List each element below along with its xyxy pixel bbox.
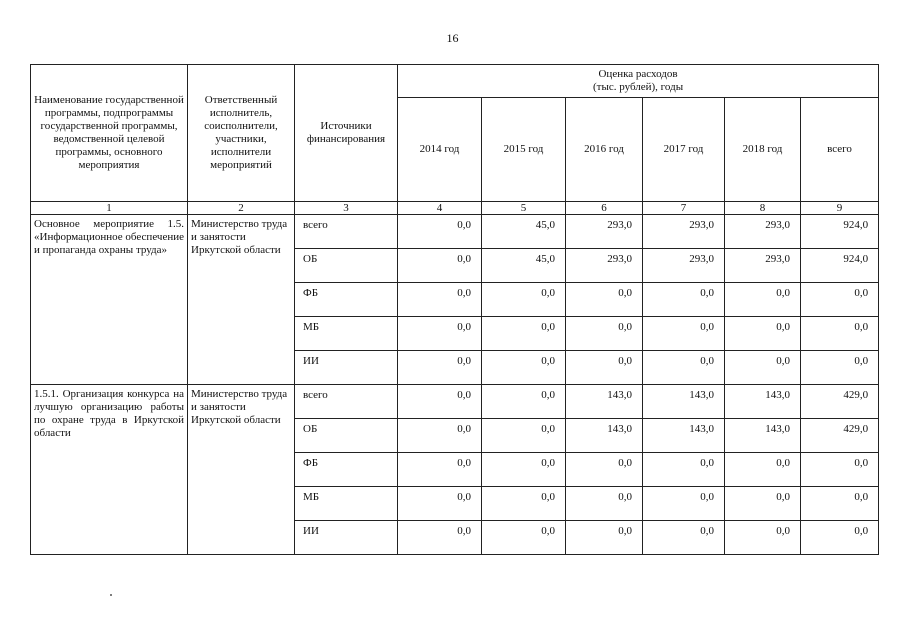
expense-value: 429,0 — [801, 385, 879, 419]
expense-value: 143,0 — [643, 385, 725, 419]
expense-value: 0,0 — [398, 385, 482, 419]
expense-value: 45,0 — [482, 249, 566, 283]
expense-value: 0,0 — [398, 351, 482, 385]
expense-value: 0,0 — [482, 283, 566, 317]
header-expenses-line2: (тыс. рублей), годы — [592, 81, 684, 93]
expense-value: 0,0 — [398, 453, 482, 487]
header-year: 2016 год — [566, 98, 643, 202]
expense-value: 0,0 — [801, 317, 879, 351]
expense-value: 0,0 — [398, 487, 482, 521]
activity-name: Основное мероприятие 1.5. «Информационное обеспечение и пропаганда охраны труда» — [31, 215, 188, 385]
expense-value: 143,0 — [725, 385, 801, 419]
expense-value: 0,0 — [566, 283, 643, 317]
table-row — [31, 215, 879, 249]
expense-value: 0,0 — [398, 419, 482, 453]
header-year: 2017 год — [643, 98, 725, 202]
expense-value: 0,0 — [801, 453, 879, 487]
funding-source: ИИ — [295, 521, 398, 555]
column-number: 3 — [295, 202, 398, 215]
column-number: 6 — [566, 202, 643, 215]
scan-speck — [110, 594, 112, 596]
budget-table — [30, 64, 879, 555]
expense-value: 0,0 — [725, 453, 801, 487]
expense-value: 0,0 — [398, 249, 482, 283]
expense-value: 0,0 — [398, 521, 482, 555]
expense-value: 0,0 — [482, 317, 566, 351]
header-expenses — [398, 65, 879, 98]
funding-source: ИИ — [295, 351, 398, 385]
expense-value: 0,0 — [482, 521, 566, 555]
expense-value: 0,0 — [566, 487, 643, 521]
expense-value: 0,0 — [801, 487, 879, 521]
expense-value: 293,0 — [566, 215, 643, 249]
expense-value: 0,0 — [566, 317, 643, 351]
column-number: 7 — [643, 202, 725, 215]
expense-value: 0,0 — [725, 317, 801, 351]
responsible-executor: Министерство труда и занятости Иркутской области — [188, 215, 295, 385]
expense-value: 0,0 — [482, 351, 566, 385]
expense-value: 0,0 — [566, 453, 643, 487]
expense-value: 143,0 — [643, 419, 725, 453]
expense-value: 0,0 — [643, 487, 725, 521]
expense-value: 924,0 — [801, 215, 879, 249]
expense-value: 143,0 — [725, 419, 801, 453]
expense-value: 0,0 — [725, 351, 801, 385]
column-number: 5 — [482, 202, 566, 215]
expense-value: 0,0 — [566, 521, 643, 555]
expense-value: 143,0 — [566, 385, 643, 419]
expense-value: 0,0 — [482, 487, 566, 521]
expense-value: 0,0 — [566, 351, 643, 385]
header-name: Наименование государственной программы, подпрограммы государственной программы, ведомственной целевой программы, основного мероприятия — [31, 65, 188, 202]
expense-value: 0,0 — [801, 521, 879, 555]
column-number: 9 — [801, 202, 879, 215]
expense-value: 0,0 — [398, 215, 482, 249]
expense-value: 0,0 — [725, 521, 801, 555]
expense-value: 293,0 — [725, 215, 801, 249]
column-number: 4 — [398, 202, 482, 215]
expense-value: 293,0 — [566, 249, 643, 283]
funding-source: всего — [295, 385, 398, 419]
expense-value: 0,0 — [398, 317, 482, 351]
expense-value: 293,0 — [643, 249, 725, 283]
header-year: 2014 год — [398, 98, 482, 202]
expense-value: 0,0 — [482, 419, 566, 453]
header-responsible: Ответственный исполнитель, соисполнители, участники, исполнители мероприятий — [188, 65, 295, 202]
expense-value: 0,0 — [801, 351, 879, 385]
responsible-executor: Министерство труда и занятости Иркутской области — [188, 385, 295, 555]
expense-value: 143,0 — [566, 419, 643, 453]
expense-value: 429,0 — [801, 419, 879, 453]
expense-value: 0,0 — [801, 283, 879, 317]
header-expenses-line1: Оценка расходов — [598, 68, 678, 80]
activity-name: 1.5.1. Организация конкурса на лучшую организацию работы по охране труда в Иркутской области — [31, 385, 188, 555]
expense-value: 0,0 — [398, 283, 482, 317]
funding-source: МБ — [295, 487, 398, 521]
header-year: 2015 год — [482, 98, 566, 202]
header-sources: Источники финансирования — [295, 65, 398, 202]
expense-value: 0,0 — [643, 521, 725, 555]
funding-source: МБ — [295, 317, 398, 351]
expense-value: 293,0 — [725, 249, 801, 283]
funding-source: ОБ — [295, 419, 398, 453]
funding-source: всего — [295, 215, 398, 249]
page-number: 16 — [446, 31, 459, 45]
table-row — [31, 385, 879, 419]
column-number: 8 — [725, 202, 801, 215]
column-number: 1 — [31, 202, 188, 215]
expense-value: 0,0 — [482, 385, 566, 419]
funding-source: ФБ — [295, 453, 398, 487]
expense-value: 0,0 — [643, 317, 725, 351]
header-year: 2018 год — [725, 98, 801, 202]
expense-value: 0,0 — [482, 453, 566, 487]
expense-value: 924,0 — [801, 249, 879, 283]
header-year: всего — [801, 98, 879, 202]
funding-source: ФБ — [295, 283, 398, 317]
expense-value: 0,0 — [725, 487, 801, 521]
funding-source: ОБ — [295, 249, 398, 283]
expense-value: 45,0 — [482, 215, 566, 249]
expense-value: 0,0 — [643, 453, 725, 487]
expense-value: 0,0 — [643, 351, 725, 385]
column-number: 2 — [188, 202, 295, 215]
expense-value: 293,0 — [643, 215, 725, 249]
expense-value: 0,0 — [643, 283, 725, 317]
expense-value: 0,0 — [725, 283, 801, 317]
